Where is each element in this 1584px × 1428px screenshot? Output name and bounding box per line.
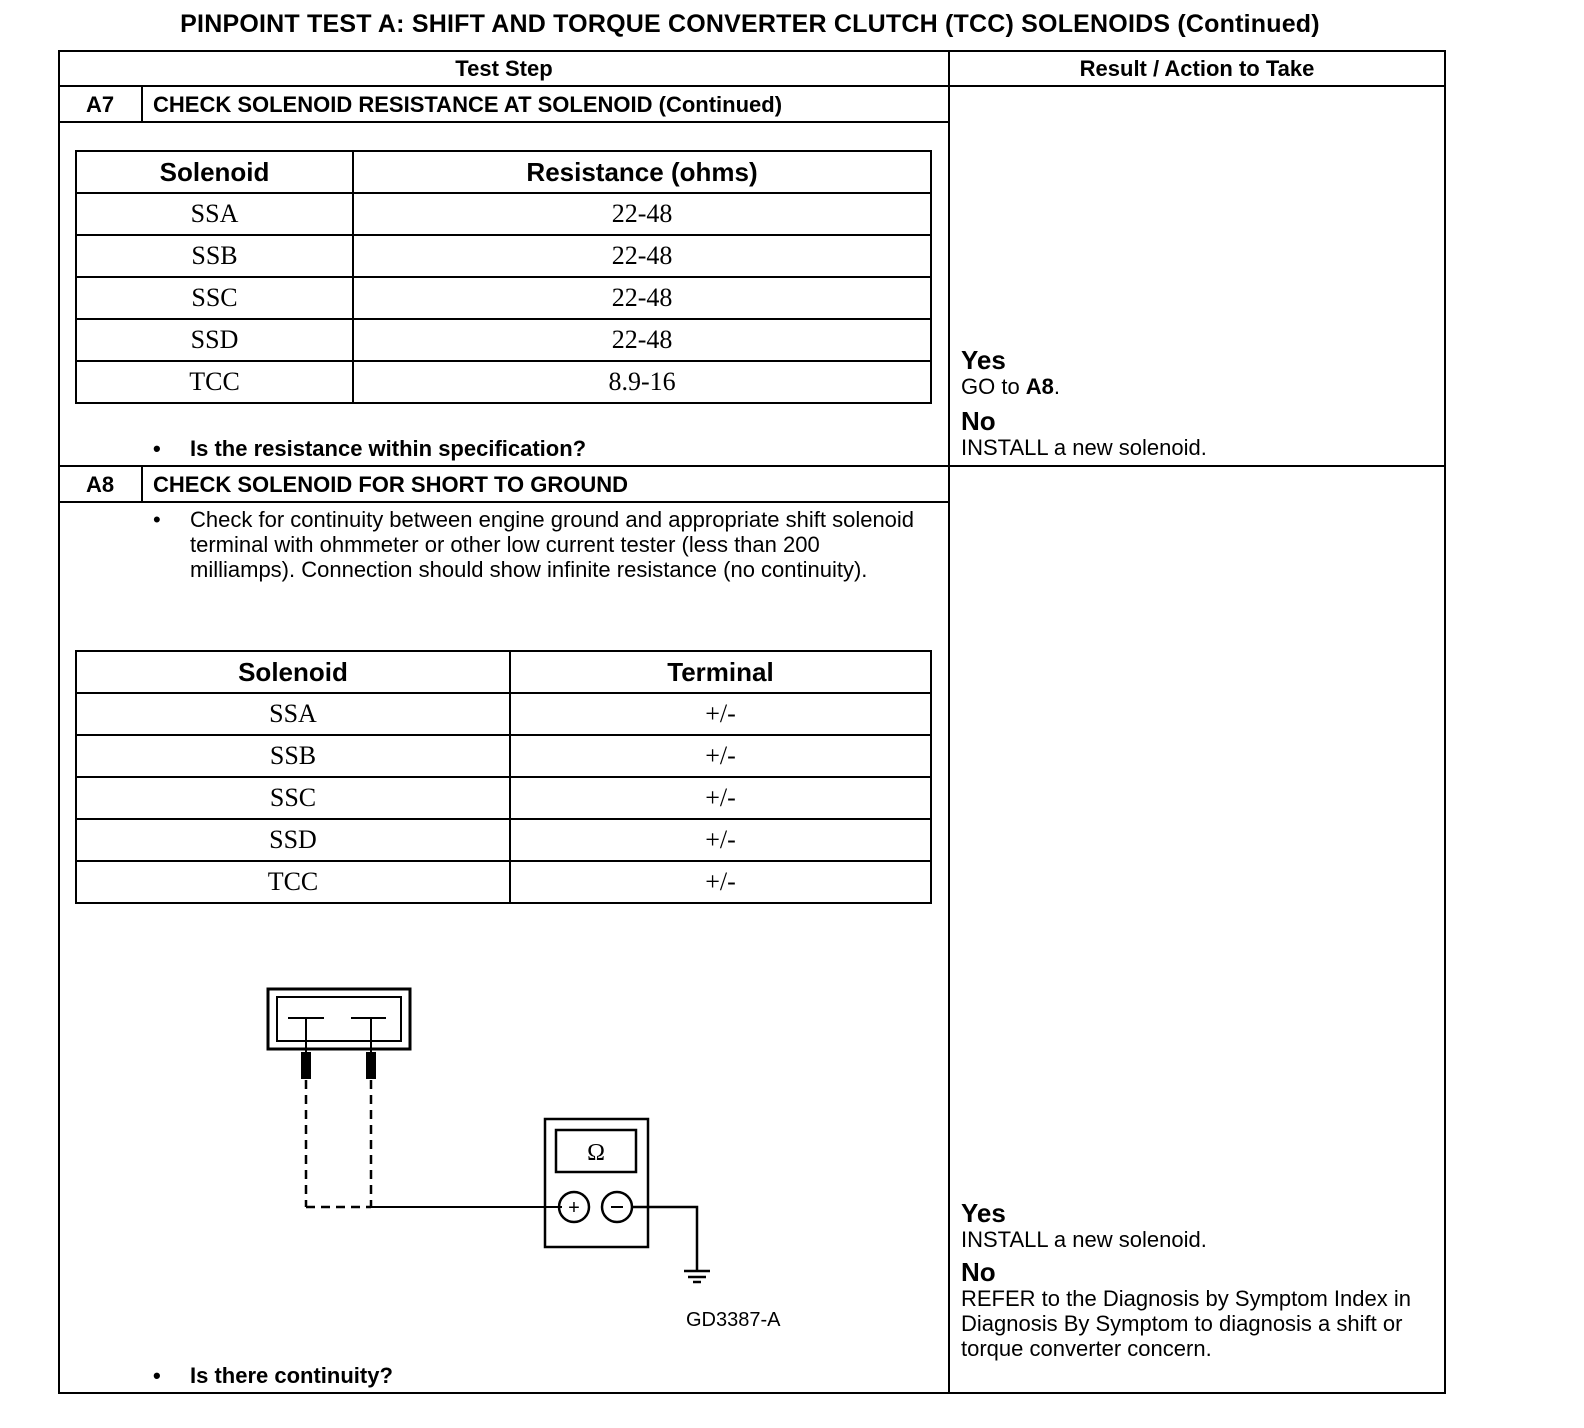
- figure-id: GD3387-A: [686, 1309, 781, 1331]
- a7-step-id: A7: [85, 92, 115, 117]
- cell: 8.9-16: [353, 361, 931, 403]
- cell: SSB: [76, 735, 510, 777]
- no-action: REFER to the Diagnosis by Symptom Index in Diagnosis By Symptom to diagnosis a shift or torque converter concern.: [961, 1286, 1411, 1361]
- divider: [58, 121, 950, 123]
- table-row: [76, 277, 931, 319]
- ohmmeter-diagram: [250, 980, 810, 1310]
- divider: [58, 501, 950, 503]
- divider: [141, 466, 143, 502]
- solenoid-connector: [268, 989, 410, 1052]
- divider: [58, 465, 1446, 467]
- col-resistance: Resistance (ohms): [353, 151, 931, 193]
- cell: 22-48: [353, 235, 931, 277]
- cell: 22-48: [353, 193, 931, 235]
- no-label: No: [961, 406, 996, 436]
- bullet: •: [153, 436, 161, 461]
- cell: +/-: [510, 693, 931, 735]
- yes-label: Yes: [961, 345, 1006, 375]
- step-link-a8[interactable]: A8: [1025, 374, 1054, 399]
- cell: +/-: [510, 861, 931, 903]
- column-divider: [948, 50, 950, 1394]
- a7-question: Is the resistance within specification?: [190, 436, 587, 461]
- a8-step-heading: CHECK SOLENOID FOR SHORT TO GROUND: [153, 472, 629, 497]
- cell: SSD: [76, 819, 510, 861]
- table-row: [76, 361, 931, 403]
- ohm-symbol: Ω: [587, 1140, 605, 1166]
- yes-action: GO to: [961, 374, 1026, 399]
- no-label: No: [961, 1257, 996, 1287]
- a7-result: [961, 345, 1207, 460]
- a7-step-heading: CHECK SOLENOID RESISTANCE AT SOLENOID (Continued): [153, 92, 783, 117]
- cell: 22-48: [353, 319, 931, 361]
- probe-right: [366, 1052, 376, 1079]
- cell: +/-: [510, 819, 931, 861]
- cell: SSB: [76, 235, 353, 277]
- a8-terminal-table: [75, 650, 932, 904]
- table-row: [76, 819, 931, 861]
- cell: +/-: [510, 735, 931, 777]
- header-result: Result / Action to Take: [1079, 56, 1315, 81]
- cell: SSC: [76, 777, 510, 819]
- divider: [141, 86, 143, 122]
- cell: SSA: [76, 693, 510, 735]
- table-row: [76, 693, 931, 735]
- yes-action: INSTALL a new solenoid.: [961, 1227, 1207, 1252]
- table-row: [76, 235, 931, 277]
- a8-instruction: Check for continuity between engine ground and appropriate shift solenoid terminal with ohmmeter or other low current tester (less than 200 milliamps). Connection should show infinite resistance (no continuity).: [190, 507, 915, 582]
- probe-left: [301, 1052, 311, 1079]
- cell: +/-: [510, 777, 931, 819]
- cell: TCC: [76, 861, 510, 903]
- cell: SSC: [76, 277, 353, 319]
- table-row: [76, 777, 931, 819]
- ground-icon: [684, 1271, 710, 1282]
- cell: SSD: [76, 319, 353, 361]
- a8-question: Is there continuity?: [190, 1363, 393, 1388]
- yes-label: Yes: [961, 1198, 1006, 1228]
- no-action: INSTALL a new solenoid.: [961, 435, 1207, 460]
- test-leads: [306, 1080, 371, 1207]
- table-row: [76, 319, 931, 361]
- col-terminal: Terminal: [510, 651, 931, 693]
- period: .: [1053, 374, 1061, 399]
- table-row: [76, 193, 931, 235]
- ohmmeter: [545, 1119, 648, 1247]
- a8-result: [961, 1198, 1431, 1361]
- ground-wire: [632, 1207, 697, 1270]
- cell: TCC: [76, 361, 353, 403]
- col-solenoid: Solenoid: [76, 651, 510, 693]
- bullet: •: [153, 507, 161, 532]
- a8-step-id: A8: [85, 472, 115, 497]
- header-test-step: Test Step: [455, 56, 553, 81]
- table-row: [76, 735, 931, 777]
- divider: [58, 85, 1446, 87]
- col-solenoid: Solenoid: [76, 151, 353, 193]
- plus-terminal-icon: +: [568, 1197, 580, 1219]
- cell: SSA: [76, 193, 353, 235]
- page-title: PINPOINT TEST A: SHIFT AND TORQUE CONVERTER CLUTCH (TCC) SOLENOIDS (Continued): [180, 10, 1320, 38]
- bullet: •: [153, 1363, 161, 1388]
- a7-resistance-table: [75, 150, 932, 404]
- cell: 22-48: [353, 277, 931, 319]
- table-row: [76, 861, 931, 903]
